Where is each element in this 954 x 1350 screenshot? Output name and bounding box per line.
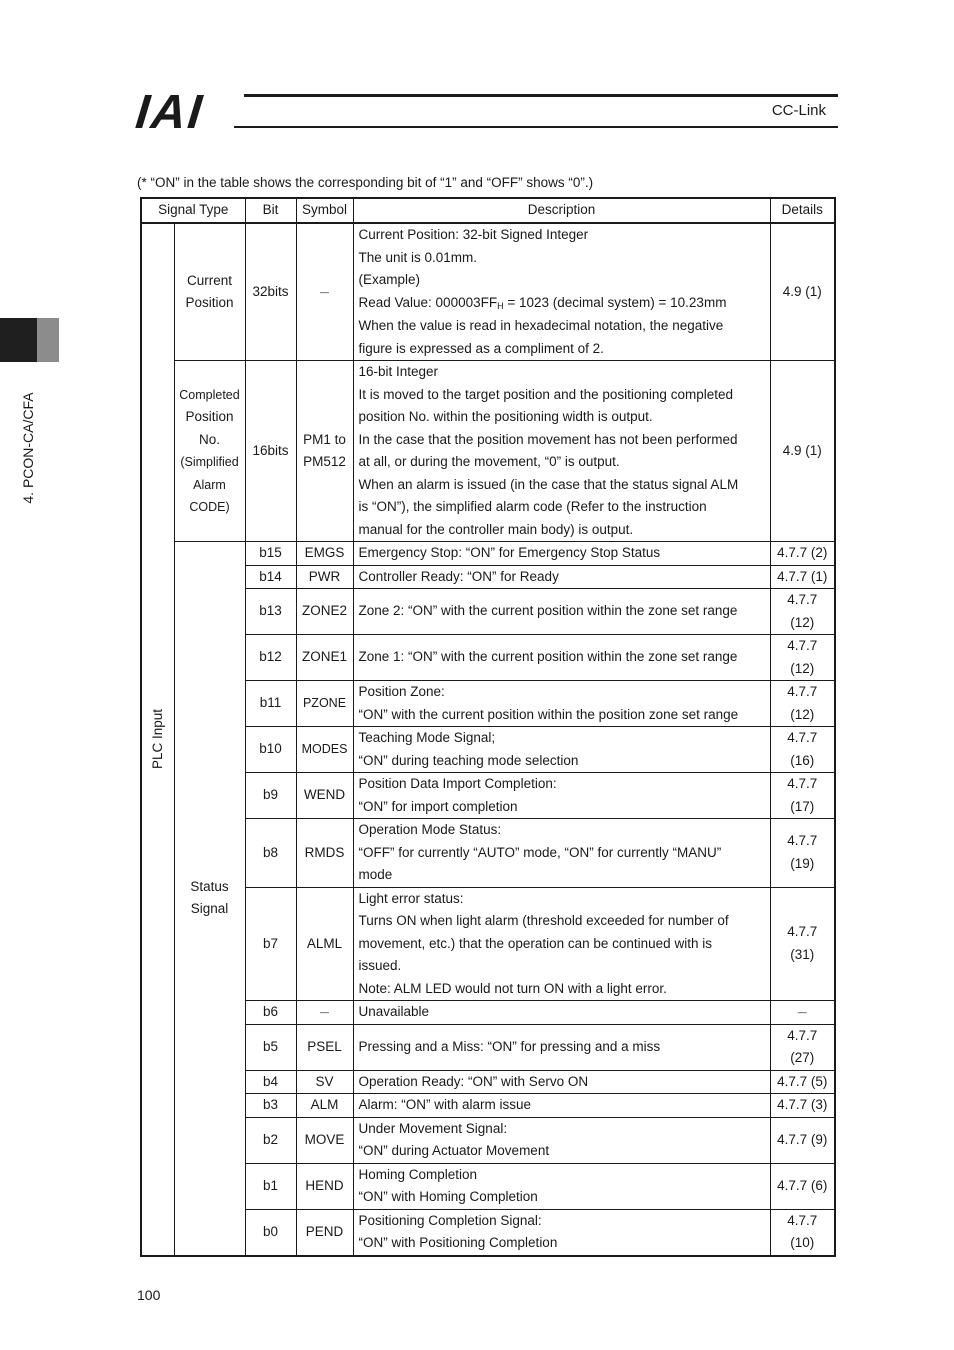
symbol-cell: ALM [296, 1094, 353, 1118]
bit-cell: b2 [245, 1117, 296, 1163]
bit-cell: b14 [245, 565, 296, 589]
table-note: (* “ON” in the table shows the corresponding bit of “1” and “OFF” shows “0”.) [137, 175, 594, 190]
group-cell [141, 223, 174, 1256]
description-cell: Position Data Import Completion: “ON” for import completion [353, 773, 770, 819]
plc-input-signal-table [140, 197, 836, 1257]
bit-cell: b10 [245, 727, 296, 773]
bit-cell: b7 [245, 887, 296, 1001]
details-cell: 4.7.7 (10) [770, 1209, 835, 1256]
table-row-b11 [141, 681, 835, 727]
description-cell: Zone 1: “ON” with the current position within the zone set range [353, 635, 770, 681]
symbol-cell: MOVE [296, 1117, 353, 1163]
description-cell: Positioning Completion Signal: “ON” with Positioning Completion [353, 1209, 770, 1256]
bit-cell: b0 [245, 1209, 296, 1256]
bit-cell: b8 [245, 819, 296, 888]
bit-cell: 16bits [245, 361, 296, 542]
details-cell: 4.7.7 (9) [770, 1117, 835, 1163]
symbol-cell: — [296, 223, 353, 361]
symbol-cell: PEND [296, 1209, 353, 1256]
details-cell: 4.7.7 (3) [770, 1094, 835, 1118]
symbol-cell: PZONE [296, 681, 353, 727]
header-signal-type: Signal Type [141, 198, 245, 223]
table-row-b14 [141, 565, 835, 589]
table-row-b10 [141, 727, 835, 773]
symbol-cell: ZONE1 [296, 635, 353, 681]
table-row-completed-position [141, 361, 835, 542]
description-cell: Homing Completion “ON” with Homing Completion [353, 1163, 770, 1209]
details-cell: 4.7.7 (17) [770, 773, 835, 819]
symbol-cell: ALML [296, 887, 353, 1001]
description-cell: Operation Ready: “ON” with Servo ON [353, 1070, 770, 1094]
section-label: CC-Link [771, 102, 826, 119]
table-row-b12 [141, 635, 835, 681]
header-rule-bottom [234, 126, 838, 128]
description-cell: Pressing and a Miss: “ON” for pressing and a miss [353, 1024, 770, 1070]
table-row-b15 [141, 542, 835, 566]
table-row-b3 [141, 1094, 835, 1118]
iai-logo: IAI [133, 86, 207, 139]
details-cell: 4.9 (1) [770, 361, 835, 542]
table-row-b5 [141, 1024, 835, 1070]
details-cell: 4.7.7 (31) [770, 887, 835, 1001]
table-row-b0 [141, 1209, 835, 1256]
details-cell: 4.7.7 (16) [770, 727, 835, 773]
description-cell: Zone 2: “ON” with the current position within the zone set range [353, 589, 770, 635]
symbol-cell: RMDS [296, 819, 353, 888]
description-cell: Current Position: 32-bit Signed Integer The unit is 0.01mm. (Example) Read Value: $000003FF_H = 1023$ (decimal system) = 10.23mm When the value is read in hexadecimal notation, the negative figure is expressed as a compliment of 2. [353, 223, 770, 361]
description-cell: Controller Ready: “ON” for Ready [353, 565, 770, 589]
description-cell: Operation Mode Status: “OFF” for currently “AUTO” mode, “ON” for currently “MANU” mode [353, 819, 770, 888]
details-cell: 4.7.7 (19) [770, 819, 835, 888]
header-symbol: Symbol [296, 198, 353, 223]
signal-type-status-signal: Status Signal [174, 542, 245, 1256]
table-row-b1 [141, 1163, 835, 1209]
description-cell: Alarm: “ON” with alarm issue [353, 1094, 770, 1118]
signal-type-completed-position: Completed Position No. (Simplified Alarm CODE) [174, 361, 245, 542]
bit-cell: b15 [245, 542, 296, 566]
bit-cell: 32bits [245, 223, 296, 361]
bit-cell: b1 [245, 1163, 296, 1209]
bit-cell: b13 [245, 589, 296, 635]
details-cell: 4.7.7 (12) [770, 589, 835, 635]
bit-cell: b11 [245, 681, 296, 727]
table-row-b4 [141, 1070, 835, 1094]
details-cell: 4.7.7 (6) [770, 1163, 835, 1209]
bit-cell: b6 [245, 1001, 296, 1025]
symbol-cell: SV [296, 1070, 353, 1094]
signal-type-current-position: Current Position [174, 223, 245, 361]
description-cell: 16-bit Integer It is moved to the target position and the positioning completed position No. within the positioning width is output. In the case that the position movement has not been performed at all, or during the movement, “0” is output. When an alarm is issued (in the case that the status signal ALM is “ON”), the simplified alarm code (Refer to the instruction manual for the controller main body) is output. [353, 361, 770, 542]
table-header-row [141, 198, 835, 223]
bit-cell: b3 [245, 1094, 296, 1118]
symbol-cell: — [296, 1001, 353, 1025]
symbol-cell: EMGS [296, 542, 353, 566]
details-cell: 4.7.7 (1) [770, 565, 835, 589]
description-cell: Teaching Mode Signal; “ON” during teaching mode selection [353, 727, 770, 773]
table-row-b2 [141, 1117, 835, 1163]
symbol-cell: PM1 to PM512 [296, 361, 353, 542]
details-cell: 4.7.7 (12) [770, 681, 835, 727]
group-label: PLC Input [149, 709, 165, 770]
symbol-cell: WEND [296, 773, 353, 819]
bit-cell: b12 [245, 635, 296, 681]
description-cell: Light error status: Turns ON when light alarm (threshold exceeded for number of movement, etc.) that the operation can be continued with is issued. Note: ALM LED would not turn ON with a light error. [353, 887, 770, 1001]
header-bit: Bit [245, 198, 296, 223]
table-row-b7 [141, 887, 835, 1001]
symbol-cell: MODES [296, 727, 353, 773]
description-cell: Unavailable [353, 1001, 770, 1025]
symbol-cell: HEND [296, 1163, 353, 1209]
details-cell: — [770, 1001, 835, 1025]
details-cell: 4.7.7 (12) [770, 635, 835, 681]
details-cell: 4.7.7 (2) [770, 542, 835, 566]
bit-cell: b9 [245, 773, 296, 819]
details-cell: 4.9 (1) [770, 223, 835, 361]
symbol-cell: ZONE2 [296, 589, 353, 635]
symbol-cell: PWR [296, 565, 353, 589]
header-rule-top [244, 94, 838, 97]
description-cell: Position Zone: “ON” with the current position within the position zone set range [353, 681, 770, 727]
page-number: 100 [137, 1287, 161, 1303]
table-row-b13 [141, 589, 835, 635]
table-row-b9 [141, 773, 835, 819]
header-description: Description [353, 198, 770, 223]
details-cell: 4.7.7 (27) [770, 1024, 835, 1070]
details-cell: 4.7.7 (5) [770, 1070, 835, 1094]
bit-cell: b4 [245, 1070, 296, 1094]
bit-cell: b5 [245, 1024, 296, 1070]
table-row-current-position [141, 223, 835, 361]
symbol-cell: PSEL [296, 1024, 353, 1070]
description-cell: Emergency Stop: “ON” for Emergency Stop Status [353, 542, 770, 566]
description-cell: Under Movement Signal: “ON” during Actuator Movement [353, 1117, 770, 1163]
header-details: Details [770, 198, 835, 223]
table-row-b8 [141, 819, 835, 888]
chapter-tab-label: 4. PCON-CA/CFA [20, 392, 36, 504]
table-row-b6 [141, 1001, 835, 1025]
chapter-tab-marker-grey [37, 318, 59, 362]
